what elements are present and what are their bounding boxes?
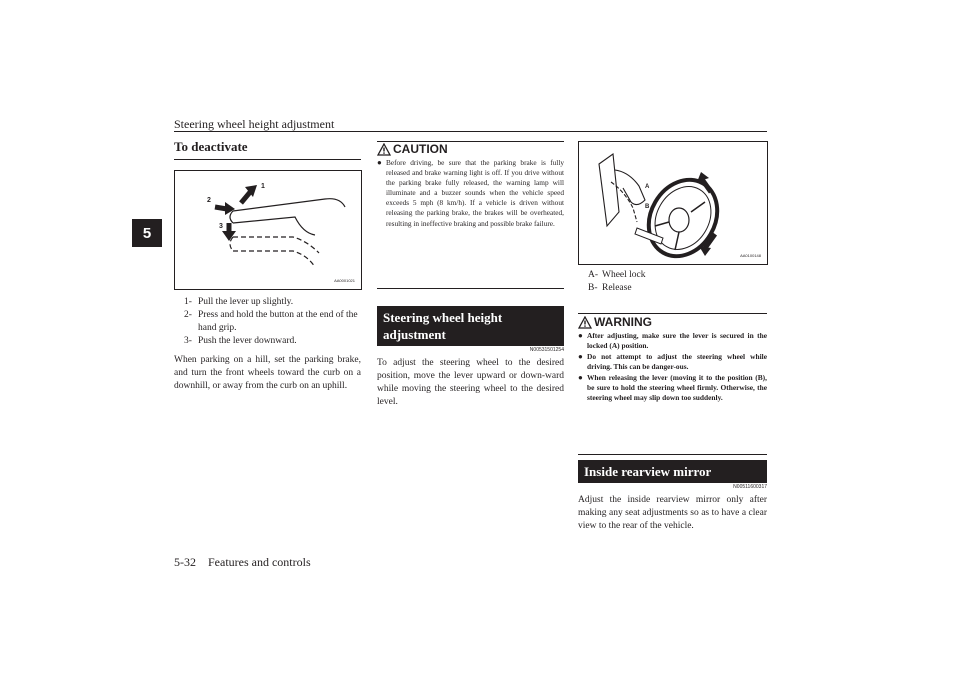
caution-text: Before driving, be sure that the parking brake is fully released and brake warning light is off. If you drive without the parking brake fully released, the warning lamp will illuminate and a buzzer sounds when the vehicle speed exceeds 5 mph (8 km/h). If a vehicle is driven without releasing the parking brake, the brakes will be overheated, resulting in ineffective braking and possible brake failure.	[386, 158, 564, 228]
bullet-icon: ●	[578, 351, 583, 361]
step-number: 1-	[184, 297, 192, 307]
step-number: 3-	[184, 336, 192, 346]
footer-page-label: 5-32 Features and controls	[174, 555, 311, 569]
to-deactivate-heading: To deactivate	[174, 139, 361, 160]
legend-key: B-	[588, 283, 598, 293]
callout-2: 2	[207, 197, 211, 204]
warning-text: Do not attempt to adjust the steering wheel while driving. This can be danger-ous.	[587, 351, 767, 372]
figure-label-b: B	[645, 204, 650, 210]
warning-triangle-icon	[578, 316, 592, 329]
figure-code: AA0100148	[740, 253, 761, 258]
warning-text: When releasing the lever (moving it to the position (B), be sure to hold the steering wheel firmly. Otherwise, the steering wheel may slip down too suddenly.	[587, 372, 767, 403]
warning-item	[578, 373, 767, 404]
caution-label: CAUTION	[393, 142, 448, 156]
parking-hill-paragraph: When parking on a hill, set the parking brake, and turn the front wheels toward the curb on a downhill, or away from the curb on an uphill.	[174, 355, 361, 391]
deactivate-steps	[184, 296, 360, 348]
steering-column-illustration	[579, 142, 767, 264]
parking-brake-lever-illustration	[175, 171, 361, 289]
warning-triangle-icon	[377, 143, 391, 156]
caution-item	[377, 158, 564, 229]
list-item	[184, 335, 360, 348]
steering-wheel-figure	[578, 141, 768, 265]
mirror-section-heading: Inside rearview mirror	[578, 460, 767, 483]
step-text: Pull the lever up slightly.	[198, 297, 294, 307]
warning-heading	[578, 315, 767, 329]
warning-item	[578, 352, 767, 373]
list-item	[184, 309, 360, 335]
parking-brake-figure	[174, 170, 362, 290]
mirror-section-code: N00511600317	[733, 484, 767, 490]
bullet-icon: ●	[578, 372, 583, 382]
list-item	[184, 296, 360, 309]
warning-item	[578, 331, 767, 352]
warning-label: WARNING	[594, 315, 652, 329]
step-number: 2-	[184, 310, 192, 320]
list-item	[588, 269, 758, 282]
caution-box	[377, 141, 564, 289]
step-text: Press and hold the button at the end of the hand grip.	[198, 310, 358, 333]
figure-code: AA0001021	[334, 278, 355, 283]
legend-key: A-	[588, 270, 599, 280]
list-item	[588, 282, 758, 295]
callout-3: 3	[219, 223, 223, 230]
bullet-icon: ●	[578, 331, 583, 340]
figure-label-a: A	[645, 184, 650, 190]
header-rule	[174, 131, 767, 132]
warning-box	[578, 313, 767, 455]
page-header-title: Steering wheel height adjustment	[174, 117, 335, 131]
legend-text: Wheel lock	[602, 270, 646, 280]
chapter-tab: 5	[132, 219, 162, 247]
callout-1: 1	[261, 183, 265, 190]
steering-paragraph: To adjust the steering wheel to the desired position, move the lever upward or down-ward while moving the steering wheel to the desired level.	[377, 358, 564, 407]
caution-heading	[377, 142, 564, 156]
bullet-icon: ●	[377, 158, 382, 167]
legend-text: Release	[602, 283, 632, 293]
warning-text: After adjusting, make sure the lever is secured in the locked (A) position.	[587, 331, 767, 351]
step-text: Push the lever downward.	[198, 336, 297, 346]
steering-section-heading: Steering wheel height adjustment	[377, 306, 564, 346]
mirror-paragraph: Adjust the inside rearview mirror only after making any seat adjustments so as to have a clear view to the rear of the vehicle.	[578, 495, 767, 531]
steering-section-code: N00531501254	[529, 347, 564, 353]
figure-legend	[588, 269, 758, 295]
